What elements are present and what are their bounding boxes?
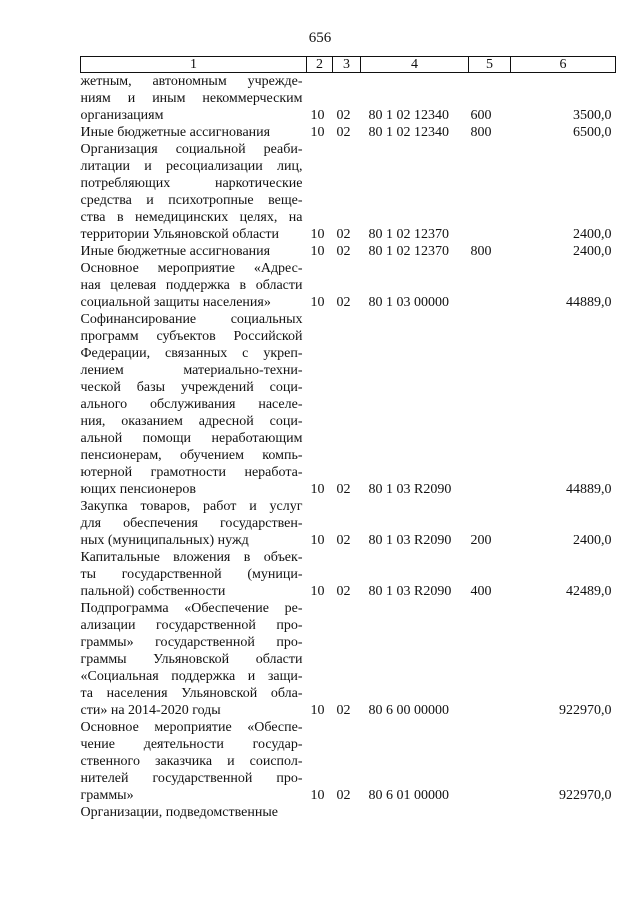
row-section: 10 xyxy=(310,788,325,803)
header-col-2: 2 xyxy=(307,57,333,73)
description-line: ная целевая поддержка в области xyxy=(80,278,303,293)
row-amount: 6500,0 xyxy=(573,125,612,140)
row-subsection: 02 xyxy=(336,227,351,242)
row-description xyxy=(81,73,307,125)
row-subsection: 02 xyxy=(336,482,351,497)
description-line: Организации, подведомственные xyxy=(80,805,278,820)
description-line: Иные бюджетные ассигнования xyxy=(80,244,271,259)
description-line: Иные бюджетные ассигнования xyxy=(80,125,271,140)
budget-table xyxy=(80,56,616,821)
row-section: 10 xyxy=(310,108,325,123)
row-expense-type xyxy=(469,804,511,821)
header-col-5: 5 xyxy=(469,57,511,73)
table-row xyxy=(81,600,616,719)
row-subsection: 02 xyxy=(336,244,351,259)
description-line: ства в немедицинских целях, на xyxy=(80,210,303,225)
row-section: 10 xyxy=(310,584,325,599)
row-expense-type xyxy=(469,600,511,719)
row-amount xyxy=(511,804,616,821)
description-line: ты государственной (муници- xyxy=(80,567,303,582)
description-line: пенсионерам, обучением компь- xyxy=(80,448,303,463)
description-line: жетным, автономным учрежде- xyxy=(80,74,303,89)
header-col-1: 1 xyxy=(81,57,307,73)
table-header-row xyxy=(81,57,616,73)
header-col-6: 6 xyxy=(511,57,616,73)
description-line: Организация социальной реаби- xyxy=(80,142,303,157)
description-line: лением материально-техни- xyxy=(80,363,303,378)
description-line: социальной защиты населения» xyxy=(80,295,271,310)
description-line: Основное мероприятие «Адрес- xyxy=(80,261,303,276)
row-subsection: 02 xyxy=(336,295,351,310)
table-row xyxy=(81,804,616,821)
description-line: ниям и иным некоммерческим xyxy=(80,91,303,106)
table-row xyxy=(81,498,616,549)
description-line: ющих пенсионеров xyxy=(80,482,196,497)
row-expense-type: 200 xyxy=(470,533,492,548)
description-line: ния, оказанием адресной соци- xyxy=(80,414,303,429)
row-amount: 2400,0 xyxy=(573,533,612,548)
row-subsection xyxy=(333,804,361,821)
row-subsection: 02 xyxy=(336,533,351,548)
description-line: потребляющих наркотические xyxy=(80,176,303,191)
description-line: сти» на 2014-2020 годы xyxy=(80,703,221,718)
row-amount: 44889,0 xyxy=(566,482,612,497)
row-expense-type: 400 xyxy=(470,584,492,599)
description-line: Подпрограмма «Обеспечение ре- xyxy=(80,601,303,616)
row-subsection: 02 xyxy=(336,788,351,803)
description-line: программ субъектов Российской xyxy=(80,329,303,344)
row-description xyxy=(81,243,307,260)
table-row xyxy=(81,311,616,498)
row-target-code: 80 6 00 00000 xyxy=(368,703,449,718)
table-row xyxy=(81,549,616,600)
row-description xyxy=(81,549,307,600)
description-line: ственного заказчика и соиспол- xyxy=(80,754,303,769)
row-target-code: 80 1 03 R2090 xyxy=(368,533,452,548)
table-row xyxy=(81,243,616,260)
row-section: 10 xyxy=(310,227,325,242)
row-section: 10 xyxy=(310,482,325,497)
description-line: ютерной грамотности неработа- xyxy=(80,465,303,480)
row-target-code: 80 1 02 12340 xyxy=(368,125,449,140)
row-amount: 42489,0 xyxy=(566,584,612,599)
description-line: ализации государственной про- xyxy=(80,618,303,633)
row-amount: 922970,0 xyxy=(559,703,612,718)
row-section: 10 xyxy=(310,125,325,140)
row-amount: 2400,0 xyxy=(573,244,612,259)
description-line: для обеспечения государствен- xyxy=(80,516,303,531)
row-target-code: 80 1 02 12370 xyxy=(368,244,449,259)
table-row xyxy=(81,73,616,125)
row-target-code xyxy=(361,804,469,821)
description-line: граммы» xyxy=(80,788,134,803)
description-line: организациям xyxy=(80,108,164,123)
description-line: Федерации, связанных с укреп- xyxy=(80,346,303,361)
description-line: территории Ульяновской области xyxy=(80,227,280,242)
row-section: 10 xyxy=(310,295,325,310)
row-description xyxy=(81,124,307,141)
row-expense-type: 600 xyxy=(470,108,492,123)
description-line: нителей государственной про- xyxy=(80,771,303,786)
row-section: 10 xyxy=(310,703,325,718)
header-col-3: 3 xyxy=(333,57,361,73)
description-line: литации и ресоциализации лиц, xyxy=(80,159,303,174)
table-row xyxy=(81,719,616,804)
row-description xyxy=(81,311,307,498)
row-subsection: 02 xyxy=(336,108,351,123)
row-target-code: 80 1 03 R2090 xyxy=(368,482,452,497)
row-target-code: 80 6 01 00000 xyxy=(368,788,449,803)
table-row xyxy=(81,260,616,311)
row-expense-type xyxy=(469,311,511,498)
description-line: Капитальные вложения в объек- xyxy=(80,550,303,565)
description-line: ных (муниципальных) нужд xyxy=(80,533,249,548)
row-target-code: 80 1 03 R2090 xyxy=(368,584,452,599)
row-expense-type xyxy=(469,260,511,311)
table-row xyxy=(81,141,616,243)
row-expense-type xyxy=(469,141,511,243)
row-description xyxy=(81,719,307,804)
row-section xyxy=(307,804,333,821)
description-line: ального обслуживания населе- xyxy=(80,397,303,412)
row-subsection: 02 xyxy=(336,703,351,718)
table-row xyxy=(81,124,616,141)
row-section: 10 xyxy=(310,533,325,548)
description-line: ческой базы учреждений соци- xyxy=(80,380,303,395)
description-line: Основное мероприятие «Обеспе- xyxy=(80,720,303,735)
description-line: «Социальная поддержка и защи- xyxy=(80,669,303,684)
row-description xyxy=(81,260,307,311)
description-line: Закупка товаров, работ и услуг xyxy=(80,499,303,514)
row-description xyxy=(81,141,307,243)
row-expense-type: 800 xyxy=(470,125,492,140)
row-subsection: 02 xyxy=(336,584,351,599)
row-description xyxy=(81,498,307,549)
description-line: Софинансирование социальных xyxy=(80,312,303,327)
row-amount: 2400,0 xyxy=(573,227,612,242)
row-section: 10 xyxy=(310,244,325,259)
description-line: граммы Ульяновской области xyxy=(80,652,303,667)
description-line: та населения Ульяновской обла- xyxy=(80,686,303,701)
description-line: граммы» государственной про- xyxy=(80,635,303,650)
row-target-code: 80 1 02 12340 xyxy=(368,108,449,123)
row-target-code: 80 1 02 12370 xyxy=(368,227,449,242)
row-amount: 922970,0 xyxy=(559,788,612,803)
row-expense-type: 800 xyxy=(470,244,492,259)
row-description xyxy=(81,600,307,719)
row-amount: 44889,0 xyxy=(566,295,612,310)
row-expense-type xyxy=(469,719,511,804)
row-amount: 3500,0 xyxy=(573,108,612,123)
description-line: средства и психотропные веще- xyxy=(80,193,303,208)
description-line: альной помощи неработающим xyxy=(80,431,303,446)
row-target-code: 80 1 03 00000 xyxy=(368,295,449,310)
header-col-4: 4 xyxy=(361,57,469,73)
page-number: 656 xyxy=(308,30,332,46)
description-line: пальной) собственности xyxy=(80,584,226,599)
description-line: чение деятельности государ- xyxy=(80,737,303,752)
row-description xyxy=(81,804,307,821)
row-subsection: 02 xyxy=(336,125,351,140)
